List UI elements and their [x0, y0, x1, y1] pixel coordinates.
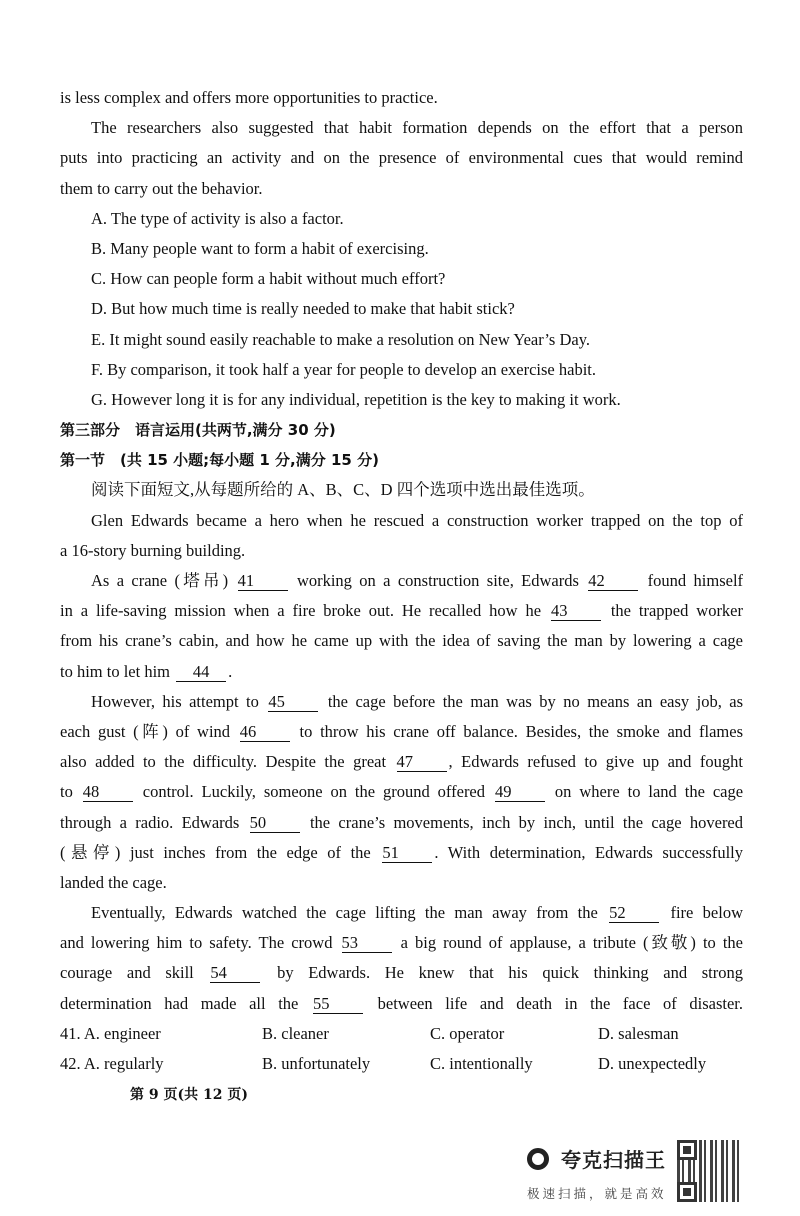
text-segment: the crane’s movements, inch by inch, until the cage hovered [309, 812, 743, 832]
answer-blank: 41 [238, 572, 288, 591]
text-segment: and lowering him to safety. The crowd [60, 933, 333, 953]
text-segment: fire below [670, 903, 743, 923]
choice-option: C. intentionally [430, 1054, 533, 1073]
text-segment: . With determination, Edwards successfully [434, 842, 743, 862]
text-segment: found himself [647, 571, 743, 590]
text-segment: D. But how much time is really needed to make that habit stick? [91, 299, 515, 319]
text-segment: by Edwards. He knew that his quick thinking and strong [277, 963, 743, 983]
text-line [60, 838, 743, 868]
text-segment: (悬停) just inches from the edge of the [60, 842, 371, 862]
text-segment: through a radio. Edwards [60, 812, 240, 832]
text-segment: each gust (阵) of wind [60, 721, 231, 741]
answer-blank: 46 [240, 723, 290, 742]
option-a [60, 204, 743, 234]
text-line [60, 777, 743, 807]
scanner-logo-icon [527, 1148, 549, 1170]
choice-option: 42. A. regularly [60, 1054, 164, 1073]
text-segment: A. The type of activity is also a factor. [91, 208, 344, 228]
answer-blank: 51 [382, 844, 432, 863]
text-segment: . [228, 661, 233, 681]
answer-blank: 47 [397, 753, 447, 772]
text-segment: between life and death in the face of disaster. [377, 993, 743, 1013]
text-segment: courage and skill [60, 963, 194, 983]
qr-code-icon [677, 1140, 739, 1202]
answer-blank: 55 [313, 995, 363, 1014]
text-line [60, 717, 743, 747]
answer-blank: 44 [176, 663, 226, 682]
text-segment: B. Many people want to form a habit of exercising. [91, 238, 429, 258]
answer-blank: 48 [83, 783, 133, 802]
text-segment: from his crane’s cabin, and how he came up with the idea of saving the man by lowering a cage [60, 631, 743, 651]
text-segment: G. However long it is for any individual, repetition is the key to making it work. [91, 389, 621, 409]
choice-option: B. cleaner [262, 1023, 329, 1043]
paragraph-line [60, 83, 743, 113]
answer-blank: 50 [250, 814, 300, 833]
text-line [60, 174, 743, 204]
text-segment: , Edwards refused to give up and fought [448, 752, 743, 772]
text-segment: also added to the difficulty. Despite the great [60, 752, 387, 772]
text-segment: As a crane (塔吊) [91, 571, 229, 590]
section-heading [60, 415, 743, 445]
text-line [60, 808, 743, 838]
text-line [60, 596, 743, 626]
question-row [60, 1019, 743, 1049]
text-segment: landed the cage. [60, 872, 167, 892]
text-segment: E. It might sound easily reachable to make a resolution on New Year’s Day. [91, 329, 591, 349]
choice-option: D. salesman [598, 1023, 679, 1043]
text-segment: C. How can people form a habit without much effort? [91, 269, 446, 289]
text-line [60, 958, 743, 988]
answer-blank: 54 [210, 964, 260, 983]
text-segment: them to carry out the behavior. [60, 178, 263, 198]
text-line [60, 566, 743, 596]
choice-option: D. unexpectedly [598, 1054, 707, 1073]
document-body [60, 83, 743, 1079]
choice-option: B. unfortunately [262, 1054, 371, 1073]
text-line [60, 898, 743, 928]
text-line [60, 536, 743, 566]
subsection-heading [60, 445, 743, 475]
answer-blank: 45 [268, 693, 318, 712]
text-segment: on where to land the cage [554, 782, 743, 802]
text-segment: to him to let him [60, 661, 170, 681]
text-segment: a big round of applause, a tribute (致敬) to the [400, 933, 743, 953]
option-e [60, 325, 743, 355]
option-d [60, 294, 743, 324]
text-segment: Eventually, Edwards watched the cage lifting the man away from the [91, 903, 598, 923]
answer-blank: 52 [609, 904, 659, 923]
text-line [60, 747, 743, 777]
text-segment: in a life-saving mission when a fire broke out. He recalled how he [60, 601, 542, 621]
text-line [60, 657, 743, 687]
text-segment: to throw his crane off balance. Besides, the smoke and flames [299, 721, 743, 741]
text-segment: to [60, 782, 73, 802]
answer-blank: 42 [588, 572, 638, 591]
text-segment: working on a construction site, Edwards [296, 571, 579, 590]
text-line [60, 928, 743, 958]
text-line [60, 868, 743, 898]
text-line [60, 113, 743, 143]
answer-blank: 43 [551, 602, 601, 621]
scanner-watermark [525, 1140, 765, 1206]
text-segment: determination had made all the [60, 993, 299, 1013]
text-segment: F. By comparison, it took half a year for people to develop an exercise habit. [91, 359, 596, 379]
text-line [60, 687, 743, 717]
answer-blank: 49 [495, 783, 545, 802]
text-segment: 第一节 (共 15 小题;每小题 1 分,满分 15 分) [60, 451, 379, 470]
text-line [60, 143, 743, 173]
option-c [60, 264, 743, 294]
text-segment: the trapped worker [610, 601, 743, 621]
text-line [60, 989, 743, 1019]
text-segment: Glen Edwards became a hero when he rescued a construction worker trapped on the top of [91, 510, 743, 530]
option-b [60, 234, 743, 264]
text-line [60, 506, 743, 536]
text-segment: is less complex and offers more opportunities to practice. [60, 88, 438, 107]
text-segment: 阅读下面短文,从每题所给的 A、B、C、D 四个选项中选出最佳选项。 [91, 480, 595, 500]
text-segment: The researchers also suggested that habit formation depends on the effort that a person [91, 118, 743, 138]
watermark-slogan: 极速扫描，就是高效 [527, 1186, 667, 1201]
text-line [60, 626, 743, 656]
option-g [60, 385, 743, 415]
text-segment: control. Luckily, someone on the ground offered [142, 782, 486, 802]
page-number: 第 9 页(共 12 页) [130, 1087, 248, 1103]
choice-option: C. operator [430, 1023, 505, 1043]
question-row [60, 1049, 743, 1079]
text-segment: a 16-story burning building. [60, 540, 246, 560]
text-segment: puts into practicing an activity and on the presence of environmental cues that would remind [60, 148, 743, 168]
text-segment: the cage before the man was by no means an easy job, as [327, 691, 743, 711]
option-f [60, 355, 743, 385]
text-segment: However, his attempt to [91, 691, 259, 711]
answer-blank: 53 [342, 934, 392, 953]
text-segment: 第三部分 语言运用(共两节,满分 30 分) [60, 421, 336, 440]
choice-option: 41. A. engineer [60, 1023, 161, 1043]
instructions [60, 475, 743, 505]
watermark-name: 夸克扫描王 [561, 1148, 666, 1172]
